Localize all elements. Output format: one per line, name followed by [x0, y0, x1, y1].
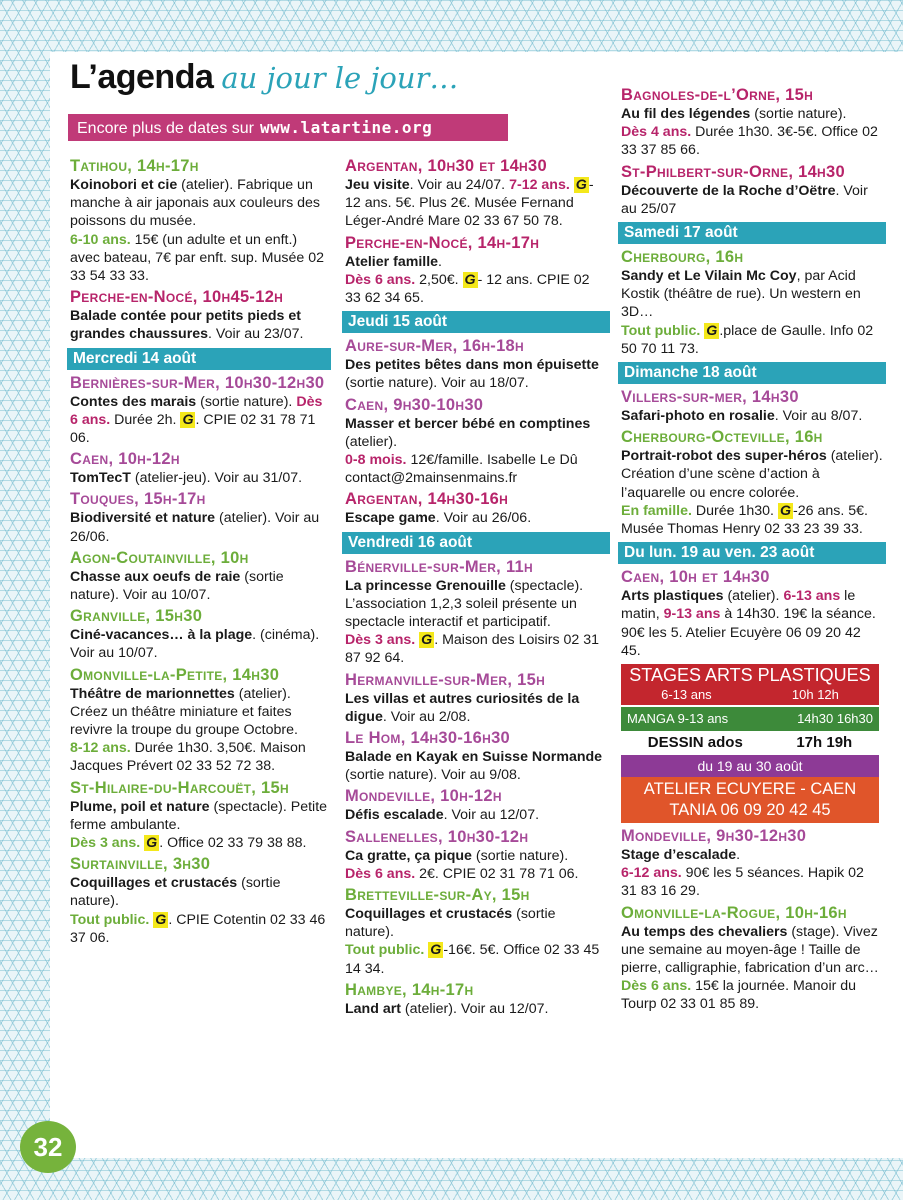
day-header: Dimanche 18 août [618, 362, 886, 384]
event-info: Durée 1h30. 3,50€. Maison Jacques Prévert 02 33 52 72 38. [70, 740, 306, 775]
event-details: (sortie nature). Voir au 9/08. [345, 767, 521, 784]
event-details: (atelier). Voir au 26/06. [70, 510, 320, 545]
event-agon [70, 549, 328, 604]
free-badge: G [464, 271, 476, 288]
event-place: Bagnoles-de-l’Orne, 15h [621, 86, 814, 104]
event-omonville-petite [70, 666, 328, 776]
event-details: . Voir au 26/06. [435, 510, 532, 527]
event-details: (atelier). Voir au 12/07. [400, 1000, 549, 1017]
event-age: Dès 6 ans. [70, 393, 323, 428]
event-details: . Voir au 25/07 [621, 182, 868, 217]
event-cherbourg [621, 248, 883, 358]
event-contact: à 14h30. 19€ la séance. 90€ les 5. Atelier Ecuyère 06 09 20 42 45. [621, 606, 876, 659]
event-place: Caen, 9h30-10h30 [345, 395, 484, 414]
event-place: Cherbourg, 16h [621, 248, 744, 267]
event-details: . Voir au 23/07. [208, 326, 304, 343]
event-omonville-rogue [621, 904, 883, 1014]
event-caen-2 [345, 396, 607, 488]
event-touques [70, 490, 328, 545]
event-details: (sortie nature). Voir au 10/07. [70, 568, 284, 604]
event-name: Safari-photo en rosalie [621, 408, 775, 425]
event-argentan-1 [345, 157, 607, 231]
event-name: Stage d’escalade [621, 847, 737, 864]
event-caen [70, 450, 328, 487]
event-le-hom [345, 729, 607, 784]
event-info: Durée 2h. [110, 411, 177, 428]
event-benerville [345, 558, 607, 668]
event-perche-en-noce [70, 288, 328, 343]
event-details: (atelier). Créez un théâtre miniature et faites revivre la troupe du groupe Octobre. [70, 685, 298, 739]
banner-url[interactable]: www.latartine.org [260, 118, 433, 137]
title-script: au jour le jour… [221, 61, 459, 95]
event-contact: . CPIE 02 31 78 71 06. [70, 411, 316, 447]
event-details: (spectacle). L’association 1,2,3 soleil présente un spectacle interactif et participatif. [345, 577, 584, 631]
event-info: 90€ les 5 séances. Hapik 02 31 83 16 29. [621, 865, 864, 900]
event-details: (atelier). Création d’une scène d’action à l’aquarelle ou encre colorée. [621, 448, 883, 501]
event-place: Omonville-la-Petite, 14h30 [70, 665, 280, 684]
event-age: Dès 6 ans. [621, 978, 692, 995]
event-place: Caen, 10h et 14h30 [621, 568, 770, 587]
event-name: Escape game [345, 510, 436, 527]
event-argentan-2 [345, 490, 607, 527]
event-sallenelles [345, 828, 607, 883]
event-age: Tout public. [345, 942, 425, 959]
event-name: Théâtre de marionnettes [70, 685, 235, 702]
event-place: Cherbourg-Octeville, 16h [621, 428, 823, 447]
event-place: Argentan, 14h30-16h [345, 490, 509, 509]
event-age: 6-13 ans [783, 588, 841, 605]
event-details: . Voir au 24/07. [409, 177, 506, 193]
day-header: Samedi 17 août [618, 222, 886, 244]
event-age: 6-10 ans. [70, 231, 131, 248]
event-name: Balade en Kayak en Suisse Normande [345, 749, 603, 766]
event-name: Balade contée pour petits pieds et grandes chaussures [70, 308, 301, 343]
column-2 [345, 157, 607, 1021]
event-place: Hermanville-sur-Mer, 15h [345, 670, 546, 689]
event-details: (atelier). [723, 588, 780, 605]
free-badge: G [421, 632, 433, 649]
event-villers [621, 388, 883, 425]
event-place: Mondeville, 10h-12h [345, 787, 502, 806]
stages-row-2-time: 14h30 16h30 [797, 711, 873, 727]
page-number: 32 [20, 1121, 76, 1173]
event-tatihou [70, 157, 328, 285]
event-age: 7-12 ans. [509, 177, 570, 193]
event-info: Durée 1h30. 3€-5€. Office 02 33 37 85 66. [621, 124, 878, 159]
event-place: Argentan, 10h30 et 14h30 [345, 157, 547, 175]
event-details: (spectacle). Petite ferme ambulante. [70, 798, 328, 833]
event-place: Omonville-la-Rogue, 10h-16h [621, 903, 847, 922]
event-surtainville [70, 855, 328, 947]
event-name: Sandy et Le Vilain Mc Coy [621, 268, 797, 285]
event-age: Dès 6 ans. [345, 271, 416, 288]
event-age: Tout public. [70, 911, 150, 928]
free-badge: G [706, 322, 718, 339]
event-age: Dès 4 ans. [621, 124, 692, 141]
event-details: . Voir au 12/07. [443, 807, 540, 824]
event-name: Au fil des légendes [621, 106, 751, 122]
event-place: Perche-en-Nocé, 10h45-12h [70, 288, 284, 307]
event-aure [345, 337, 607, 392]
event-contact: -26 ans. 5€. Musée Thomas Henry 02 33 23 39 33. [621, 502, 868, 538]
event-place: Aure-sur-Mer, 16h-18h [345, 337, 524, 356]
event-info: 15€ la journée. Manoir du Tourp 02 33 01 85 89. [621, 978, 857, 1013]
event-contact: -12 ans. 5€. Plus 2€. Musée Fernand Léger-André Mare 02 33 67 50 78. [345, 177, 594, 230]
event-details: (sortie nature). [345, 906, 556, 941]
free-badge: G [146, 835, 158, 852]
event-place: Bernières-sur-Mer, 10h30-12h30 [70, 373, 325, 392]
day-header: Vendredi 16 août [342, 532, 610, 554]
event-name: Découverte de la Roche d’Oëtre [621, 182, 836, 199]
event-bretteville [345, 886, 607, 978]
event-name: Portrait-robot des super-héros [621, 448, 827, 465]
event-name: Atelier famille [345, 253, 439, 270]
event-details: . [438, 253, 442, 270]
event-details: (stage). Vivez une semaine au moyen-âge ! Taille de pierre, calligraphie, fabrication d’un arc… [621, 923, 879, 977]
event-granville [70, 607, 328, 662]
event-place: St-Hilaire-du-Harcouët, 15h [70, 778, 289, 797]
event-age: 0-8 mois. [345, 452, 407, 469]
event-name: Au temps des chevaliers [621, 923, 788, 940]
event-details: (sortie nature). [750, 106, 847, 122]
free-badge: G [575, 177, 587, 193]
event-place: Granville, 15h30 [70, 607, 203, 626]
event-details: (sortie nature). [70, 875, 281, 910]
event-perche-en-noce-2 [345, 234, 607, 308]
event-name: Les villas et autres curiosités de la digue [345, 690, 580, 725]
event-age: Dès 3 ans. [345, 632, 416, 649]
event-info: Durée 1h30. [691, 502, 774, 519]
event-name: Land art [345, 1000, 401, 1017]
event-details: (sortie nature). [196, 393, 293, 410]
event-name: Contes des marais [70, 393, 197, 410]
event-details: (sortie nature). Voir au 18/07. [345, 375, 529, 392]
event-place: Bénerville-sur-Mer, 11h [345, 557, 533, 576]
banner-text: Encore plus de dates sur [77, 120, 254, 137]
event-contact: . Office 02 33 79 38 88. [159, 835, 307, 852]
event-place: Villers-sur-mer, 14h30 [621, 388, 799, 407]
event-place: Surtainville, 3h30 [70, 855, 211, 874]
event-details: . [736, 847, 741, 864]
event-name: Ca gratte, ça pique [345, 847, 472, 864]
stages-row-1-age: 6-13 ans [661, 687, 712, 703]
event-details: (atelier). Fabrique un manche à air japonais aux couleurs des poissons du musée. [70, 177, 321, 230]
free-badge: G [182, 411, 194, 428]
event-name: TomTecT [70, 470, 131, 487]
event-name: Coquillages et crustacés [70, 875, 238, 892]
event-info: 12€/famille. Isabelle Le Dû contact@2mainsenmains.fr [345, 452, 578, 487]
event-place: St-Philbert-sur-Orne, 14h30 [621, 162, 845, 181]
event-contact: -16€. 5€. Office 02 33 45 14 34. [345, 942, 600, 977]
stages-title: STAGES ARTS PLASTIQUES [621, 664, 879, 686]
page-title [70, 58, 458, 97]
event-place: Bretteville-sur-Ay, 15h [345, 886, 530, 905]
event-name: Biodiversité et nature [70, 510, 216, 527]
free-badge: G [155, 911, 167, 928]
event-info: 2,50€. [415, 271, 459, 288]
stages-row-3 [621, 731, 879, 755]
event-age: Dès 3 ans. [70, 835, 141, 852]
stages-phone: TANIA 06 09 20 42 45 [669, 801, 831, 820]
event-name: Coquillages et crustacés [345, 906, 513, 923]
event-mondeville-2 [621, 827, 883, 901]
website-banner [68, 114, 508, 141]
event-name: Défis escalade [345, 807, 444, 824]
event-place: Touques, 15h-17h [70, 490, 206, 509]
event-name: Masser et bercer bébé en comptines [345, 415, 591, 432]
day-header: Jeudi 15 août [342, 311, 610, 333]
event-hambye [345, 981, 607, 1018]
event-name: Ciné-vacances… à la plage [70, 627, 253, 644]
event-hermanville [345, 671, 607, 726]
event-details: . Voir au 8/07. [774, 408, 863, 425]
event-name: Jeu visite [345, 177, 410, 193]
stages-row-2 [621, 707, 879, 731]
stages-row-3-time: 17h 19h [796, 734, 853, 752]
event-place: Perche-en-Nocé, 14h-17h [345, 233, 540, 252]
day-header: Mercredi 14 août [67, 348, 331, 370]
stages-contact [621, 777, 879, 823]
free-badge: G [779, 502, 791, 519]
stages-row-2-age: MANGA 9-13 ans [627, 711, 729, 727]
column-3 [621, 86, 883, 1017]
event-place: Le Hom, 14h30-16h30 [345, 729, 511, 748]
free-badge: G [430, 942, 442, 959]
stages-row-3-age: DESSIN ados [647, 734, 743, 752]
event-place: Hambye, 14h-17h [345, 980, 474, 999]
event-place: Sallenelles, 10h30-12h [345, 827, 529, 846]
event-name: Plume, poil et nature [70, 798, 210, 815]
event-st-hilaire [70, 779, 328, 853]
event-info: le matin, [621, 588, 856, 623]
event-details: (atelier-jeu). Voir au 31/07. [130, 470, 303, 487]
event-caen-3 [621, 568, 883, 660]
event-age-2: 9-13 ans [663, 606, 721, 623]
event-name: Des petites bêtes dans mon épuisette [345, 357, 599, 374]
event-info: 15€ (un adulte et un enft.) avec bateau, 7€ par enft. sup. Musée 02 33 54 33 33. [70, 231, 324, 285]
event-info: 2€. CPIE 02 31 78 71 06. [415, 865, 579, 882]
event-age: En famille. [621, 502, 692, 519]
event-contact: . CPIE Cotentin 02 33 46 37 06. [70, 911, 326, 946]
day-header: Du lun. 19 au ven. 23 août [618, 542, 886, 564]
stages-row-1 [621, 686, 879, 705]
event-age: Dès 6 ans. [345, 865, 416, 882]
event-age: 6-12 ans. [621, 865, 682, 882]
event-place: Tatihou, 14h-17h [70, 157, 199, 175]
event-bagnoles [621, 86, 883, 160]
event-place: Caen, 10h-12h [70, 450, 180, 469]
event-details: . Voir au 2/08. [382, 708, 471, 725]
event-age: 8-12 ans. [70, 740, 131, 757]
event-details: , par Acid Kostik (théâtre de rue). Un western en 3D… [621, 268, 861, 321]
title-main: L’agenda [70, 58, 214, 96]
stages-dates: du 19 au 30 août [621, 755, 879, 777]
event-name: Chasse aux oeufs de raie [70, 568, 241, 585]
event-contact: - 12 ans. CPIE 02 33 62 34 65. [345, 271, 590, 307]
column-1 [70, 157, 328, 950]
event-st-philbert [621, 163, 883, 218]
event-place: Mondeville, 9h30-12h30 [621, 827, 807, 846]
stages-venue: ATELIER ECUYERE - CAEN [643, 780, 857, 799]
stages-advert [621, 664, 879, 823]
event-contact: . Maison des Loisirs 02 31 87 92 64. [345, 632, 600, 667]
event-cherbourg-octeville [621, 428, 883, 538]
event-place: Agon-Coutainville, 10h [70, 548, 249, 567]
stages-row-1-time: 10h 12h [791, 687, 839, 703]
event-details: . (cinéma). Voir au 10/07. [70, 627, 320, 662]
event-details: (atelier). [345, 433, 398, 450]
event-name: Arts plastiques [621, 588, 724, 605]
event-bernieres [70, 374, 328, 448]
event-name: Koinobori et cie [70, 177, 178, 193]
event-mondeville [345, 787, 607, 824]
event-name: La princesse Grenouille [345, 577, 506, 594]
event-age: Tout public. [621, 322, 701, 339]
event-details: (sortie nature). [471, 847, 569, 864]
event-contact: .place de Gaulle. Info 02 50 70 11 73. [621, 322, 874, 357]
